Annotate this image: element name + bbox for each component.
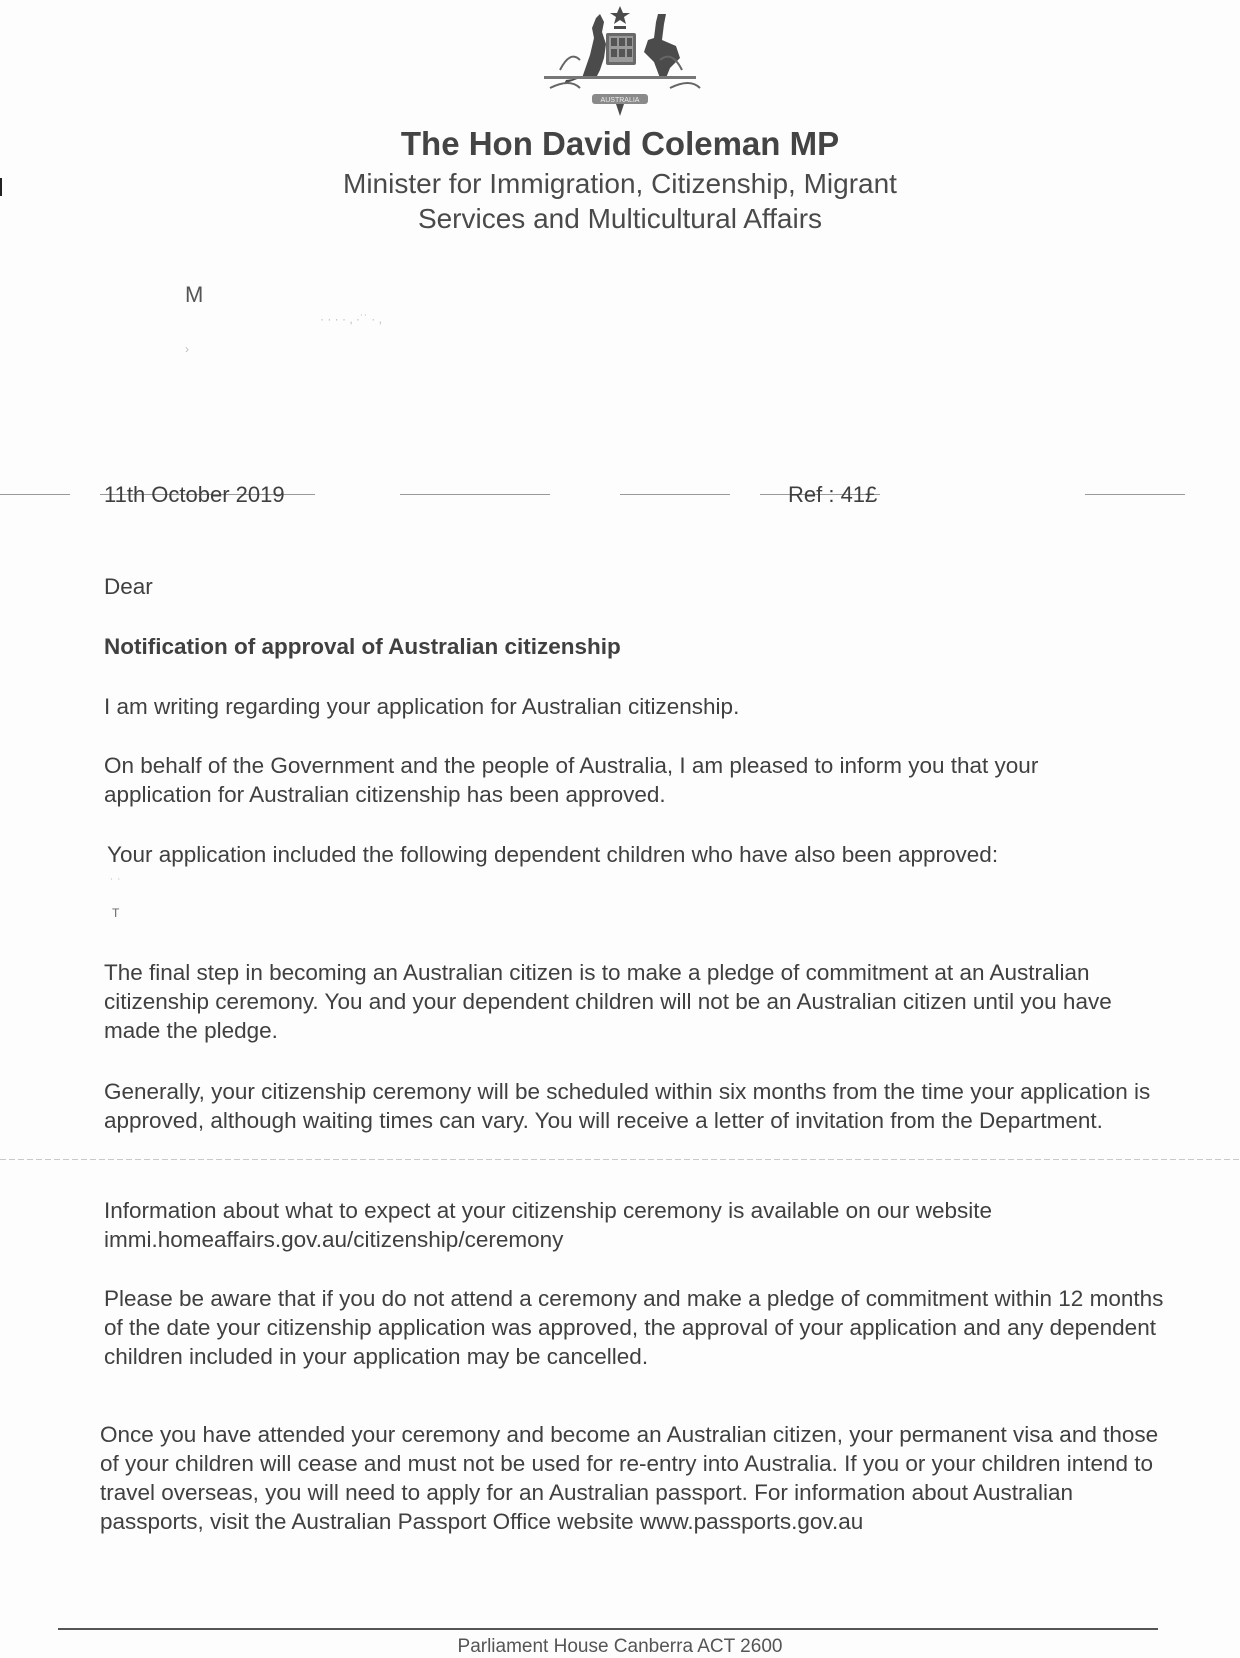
redacted-children-speck: ˙ ˙ xyxy=(110,876,122,890)
redacted-address-specks: · · · · , ·˙˙ · , xyxy=(320,312,382,326)
minister-title-line2: Services and Multicultural Affairs xyxy=(417,203,823,234)
paragraph-approval: On behalf of the Government and the people of Australia, I am pleased to inform you that your application for Australian citizenship has been approved. xyxy=(104,753,1039,807)
paragraph-intro: I am writing regarding your application for Australian citizenship. xyxy=(104,694,740,719)
paragraph-final-step: The final step in becoming an Australian citizen is to make a pledge of commitment at an Australian citizenship ceremony. You and your dependent children will not be an Australian citizen until you have made the pledge. xyxy=(104,960,1112,1043)
subject-heading: Notification of approval of Australian citizenship xyxy=(104,634,621,659)
redacted-address-speck: › xyxy=(185,342,189,356)
salutation: Dear xyxy=(104,574,153,599)
footer-address: Parliament House Canberra ACT 2600 xyxy=(457,1636,783,1657)
coat-of-arms-icon xyxy=(520,0,720,120)
redacted-children-mark: T xyxy=(112,906,120,920)
minister-name: The Hon David Coleman MP xyxy=(400,125,840,162)
footer-rule xyxy=(58,1628,1158,1630)
paragraph-ceremony-timing: Generally, your citizenship ceremony will be scheduled within six months from the time your application is approved, although waiting times can vary. You will receive a letter of invitation from the Department. xyxy=(104,1079,1151,1133)
paragraph-children: Your application included the following dependent children who have also been approved: xyxy=(107,842,999,867)
svg-text:AUSTRALIA: AUSTRALIA xyxy=(600,97,640,104)
paragraph-cancellation: Please be aware that if you do not attend a ceremony and make a pledge of commitment within 12 months of the date your citizenship application was approved, the approval of your application and any dependent children included in your application may be cancelled. xyxy=(104,1286,1164,1369)
scan-fold-line xyxy=(0,1159,1240,1160)
recipient-address-initial: M xyxy=(185,282,204,307)
reference-number: Ref : 41£ xyxy=(788,482,878,507)
paragraph-passport: Once you have attended your ceremony and become an Australian citizen, your permanent visa and those of your children will cease and must not be used for re-entry into Australia. If you or your children intend to travel overseas, you will need to apply for an Australian passport. For information about Australian passports, visit the Australian Passport Office website www.passports.gov.au xyxy=(100,1422,1159,1534)
minister-title-line1: Minister for Immigration, Citizenship, Migrant xyxy=(343,168,897,199)
paragraph-ceremony-info: Information about what to expect at your citizenship ceremony is available on our website immi.homeaffairs.gov.au/citizenship/ceremony xyxy=(104,1198,992,1252)
letter-date: 11th October 2019 xyxy=(104,482,285,507)
